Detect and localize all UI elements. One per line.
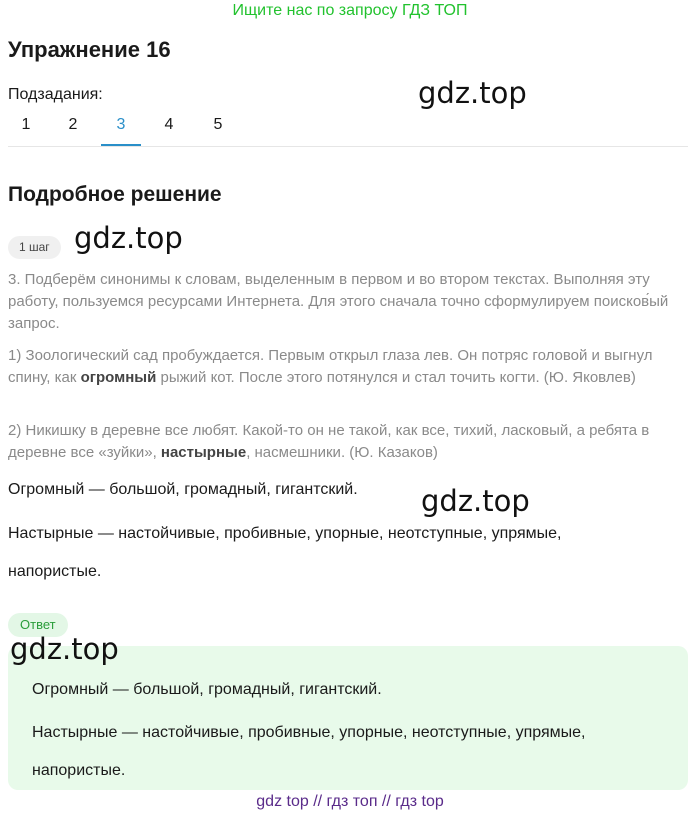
- promo-banner[interactable]: Ищите нас по запросу ГДЗ ТОП: [232, 2, 468, 19]
- tab-subtask-1[interactable]: 1: [21, 116, 31, 133]
- source-text-2: [8, 420, 690, 464]
- text-fragment: рыжий кот. После этого потянулся и стал точить когти. (Ю. Яковлев): [156, 369, 636, 386]
- solution-line-3: напористые.: [8, 563, 102, 580]
- page-title: Упражнение 16: [8, 37, 171, 62]
- solution-line-2: Настырные — настойчивые, пробивные, упорные, неотступные, упрямые,: [8, 525, 562, 542]
- watermark: gdz.top: [74, 221, 183, 255]
- tab-subtask-3[interactable]: 3: [116, 116, 126, 133]
- subtasks-label: Подзадания:: [8, 86, 103, 103]
- highlighted-word: настырные: [160, 444, 247, 461]
- footer-links[interactable]: gdz top // гдз топ // гдз top: [256, 793, 444, 810]
- answer-badge: Ответ: [8, 613, 68, 637]
- watermark: gdz.top: [418, 76, 527, 110]
- answer-line-1: Огромный — большой, громадный, гигантский.: [32, 681, 382, 698]
- text-fragment: 2) Никишку в деревне все любят. Какой-то он не такой, как все, тихий, ласковый, а ребята в деревне все «зуйки»,: [8, 422, 650, 461]
- solution-line-1: Огромный — большой, громадный, гигантский.: [8, 481, 358, 498]
- tabs-divider: [8, 146, 688, 147]
- section-title: Подробное решение: [8, 183, 222, 206]
- subtask-tabs: [0, 108, 700, 146]
- tab-subtask-5[interactable]: 5: [213, 116, 223, 133]
- answer-line-2: Настырные — настойчивые, пробивные, упорные, неотступные, упрямые,: [32, 724, 586, 741]
- text-fragment: 1) Зоологический сад пробуждается. Первым открыл глаза лев. Он потряс головой и выгнул спину, как: [8, 347, 653, 386]
- tab-subtask-2[interactable]: 2: [68, 116, 78, 133]
- text-fragment: , насмешники. (Ю. Казаков): [246, 444, 438, 461]
- step-badge: 1 шаг: [8, 236, 61, 259]
- task-text: 3. Подберём синонимы к словам, выделенным в первом и во втором текстах. Выполняя эту работу, пользуемся ресурсами Интернета. Для этого сначала точно сформулируем поисков́ый запрос.: [8, 271, 669, 332]
- source-text-1: [8, 345, 690, 389]
- tab-subtask-4[interactable]: 4: [164, 116, 174, 133]
- watermark: gdz.top: [421, 484, 530, 518]
- highlighted-word: огромный: [80, 369, 157, 386]
- watermark: gdz.top: [10, 632, 119, 666]
- answer-line-3: напористые.: [32, 762, 126, 779]
